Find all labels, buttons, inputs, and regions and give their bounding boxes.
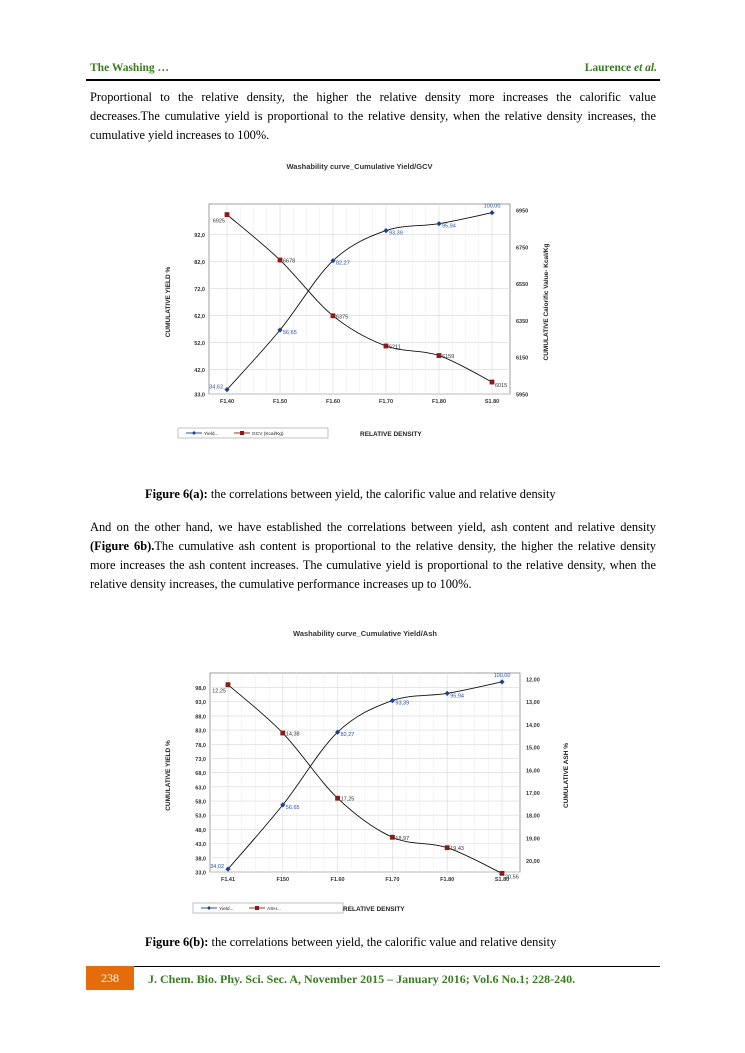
data-label: 56,65: [285, 804, 300, 811]
x-axis-title: RELATIVE DENSITY: [360, 431, 422, 438]
data-label: 100,00: [493, 672, 511, 679]
footer-rule: [86, 966, 660, 967]
figure-6a-label: Figure 6(a):: [145, 487, 208, 501]
y2-tick-label: 6750: [516, 245, 529, 252]
y2-tick-label: 18,00: [526, 813, 540, 820]
data-label: 19,43: [450, 846, 464, 853]
y2-axis-title: CUMULATIVE Calorific Value- Kcal/Kg: [543, 243, 550, 361]
y-tick-label: 38,0: [195, 856, 206, 863]
secondary-point: [226, 682, 231, 687]
figure-6b-text: the correlations between yield, the calorific value and relative density: [208, 935, 557, 949]
data-label: 12,25: [212, 688, 226, 695]
y-tick-label: 42,0: [194, 368, 205, 375]
secondary-point: [437, 353, 442, 358]
journal-citation: J. Chem. Bio. Phy. Sci. Sec. A, November 2015 – January 2016; Vol.6 No.1; 228-240.: [148, 972, 576, 986]
y2-tick-label: 15,00: [526, 745, 540, 752]
paragraph-2-part-1: And on the other hand, we have established the correlations between yield, ash content and relative density: [90, 520, 656, 534]
page-number: 238: [101, 971, 119, 985]
data-label: 82,27: [340, 732, 355, 739]
y2-tick-label: 6350: [516, 318, 529, 325]
y-tick-label: 48,0: [195, 827, 206, 834]
y-tick-label: 62,0: [194, 314, 205, 321]
x-tick-label: F150: [276, 877, 290, 883]
data-label: 82,27: [336, 260, 350, 267]
chart-title: Washability curve_Cumulative Yield/GCV: [286, 162, 433, 171]
y2-tick-label: 6950: [516, 208, 529, 215]
data-label: 56,65: [283, 330, 297, 337]
x-tick-label: F1.60: [330, 877, 345, 883]
y-tick-label: 73,0: [195, 756, 206, 763]
y2-tick-label: 13,00: [526, 700, 540, 707]
legend-marker: [255, 906, 259, 910]
data-label: 17,25: [340, 796, 355, 803]
legend-label: Yield...: [204, 432, 219, 437]
y-tick-label: 98,0: [195, 686, 206, 693]
y-tick-label: 33,0: [194, 392, 205, 399]
legend-label: Yield...: [219, 907, 234, 912]
y2-tick-label: 6150: [516, 355, 529, 362]
chart-yield-ash: [158, 622, 588, 917]
secondary-point: [384, 344, 389, 349]
figure-6a-text: the correlations between yield, the calorific value and relative density: [207, 487, 556, 501]
x-tick-label: F1.70: [385, 877, 400, 883]
secondary-point: [500, 871, 505, 876]
y2-tick-label: 16,00: [526, 768, 540, 775]
data-label: 93,39: [389, 230, 403, 237]
y-axis-title: CUMULATIVE YIELD %: [165, 740, 172, 811]
data-label: 6678: [283, 258, 296, 265]
y2-tick-label: 6550: [516, 282, 529, 289]
y-tick-label: 82,0: [194, 259, 205, 266]
data-label: 18,97: [395, 835, 410, 842]
y-tick-label: 72,0: [194, 286, 205, 293]
figure-6a-caption: [145, 487, 556, 502]
secondary-point: [280, 731, 285, 736]
data-label: 95,94: [442, 223, 456, 230]
y-tick-label: 78,0: [195, 742, 206, 749]
figure-6b-caption: [145, 935, 556, 950]
y-tick-label: 33,0: [195, 870, 206, 877]
data-label: 100,00: [483, 203, 501, 210]
y2-tick-label: 12,00: [526, 677, 540, 684]
y-tick-label: 52,0: [194, 341, 205, 348]
author-etal: et al.: [634, 62, 657, 74]
y-axis-title: CUMULATIVE YIELD %: [165, 266, 172, 338]
x-tick-label: F1.41: [220, 877, 236, 883]
y2-tick-label: 5950: [516, 392, 529, 399]
y2-tick-label: 19,00: [526, 836, 540, 843]
x-tick-label: F1.80: [431, 399, 447, 405]
figure-6b-label: Figure 6(b):: [145, 935, 209, 949]
x-tick-label: S1.80: [484, 399, 500, 405]
paragraph-2-part-2: The cumulative ash content is proportional to the relative density, the higher the relative density more increases the ash content increases. The cumulative yield is proportional to the relative density, when the relative density increases, the cumulative performance increases up to 100%.: [90, 539, 656, 591]
data-label: 34,62: [209, 384, 223, 391]
chart-yield-gcv: [160, 158, 590, 448]
x-tick-label: F1.40: [219, 399, 235, 405]
x-tick-label: F1.70: [378, 399, 394, 405]
legend-marker: [240, 431, 244, 435]
y2-tick-label: 20,00: [526, 859, 540, 866]
x-tick-label: F1.60: [325, 399, 341, 405]
y-tick-label: 63,0: [195, 785, 206, 792]
data-label: 6015: [495, 383, 508, 390]
header-rule: [86, 79, 660, 81]
data-label: 34,02: [210, 864, 224, 871]
secondary-point: [278, 258, 283, 263]
paragraph-1: Proportional to the relative density, the higher the relative density more increases the calorific value decreases.The cumulative yield is proportional to the relative density, when the relative density increases, the cumulative yield increases to 100%.: [90, 90, 656, 142]
secondary-point: [445, 845, 450, 850]
data-label: 93,39: [395, 700, 410, 707]
y2-tick-label: 17,00: [526, 791, 540, 798]
paragraph-2: [90, 518, 656, 594]
chart-title: Washability curve_Cumulative Yield/Ash: [293, 629, 437, 638]
secondary-point: [335, 796, 340, 801]
secondary-point: [390, 835, 395, 840]
data-label: 14,38: [285, 731, 300, 738]
legend-label: GCV (Kcal/Kg): [252, 432, 284, 437]
running-header-authors: [585, 62, 657, 74]
secondary-point: [225, 212, 230, 217]
y2-tick-label: 14,00: [526, 722, 540, 729]
figure-6b-reference: (Figure 6b).: [90, 539, 155, 553]
y-tick-label: 88,0: [195, 714, 206, 721]
secondary-point: [331, 313, 336, 318]
y-tick-label: 43,0: [195, 842, 206, 849]
y-tick-label: 92,0: [194, 232, 205, 239]
data-label: 6375: [336, 314, 349, 321]
legend-label: ASH...: [267, 907, 281, 912]
y-tick-label: 83,0: [195, 728, 206, 735]
y2-axis-title: CUMULATIVE ASH %: [563, 743, 570, 808]
x-tick-label: F1.80: [440, 877, 455, 883]
y-tick-label: 68,0: [195, 771, 206, 778]
x-axis-title: RELATIVE DENSITY: [343, 906, 405, 913]
running-header-title: The Washing …: [90, 62, 170, 74]
author-name: Laurence: [584, 62, 634, 74]
data-label: 6159: [442, 354, 455, 361]
secondary-point: [490, 380, 495, 385]
data-label: 95,94: [450, 693, 464, 700]
x-tick-label: F1.50: [272, 399, 288, 405]
data-label: 20,56: [505, 874, 519, 881]
y-tick-label: 53,0: [195, 813, 206, 820]
y-tick-label: 93,0: [195, 700, 206, 707]
x-tick-label: S1.80: [494, 877, 510, 883]
data-label: 6925: [212, 218, 225, 225]
y-tick-label: 58,0: [195, 799, 206, 806]
data-label: 6211: [389, 344, 401, 351]
